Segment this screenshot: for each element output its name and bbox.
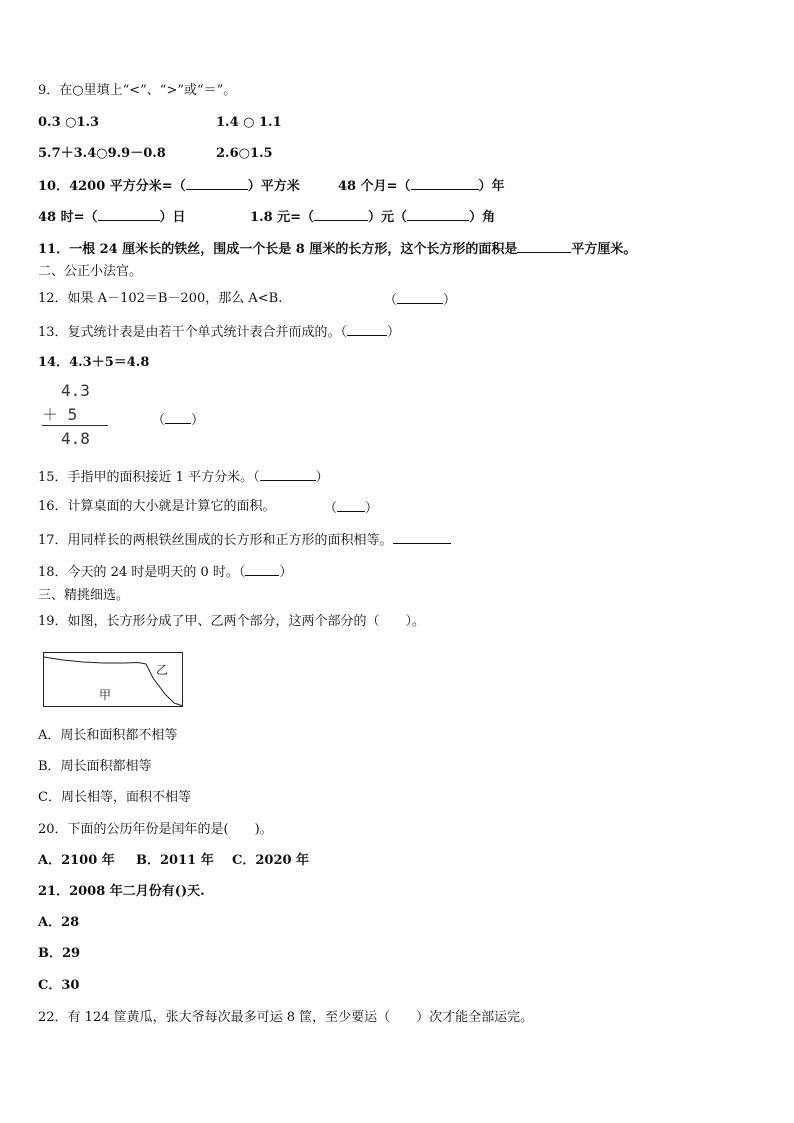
q9-title: 9．在○里填上“<”、“>”或“＝”。 — [38, 83, 237, 98]
q15-text: 15．手指甲的面积接近 1 平方分米。（ — [38, 470, 260, 485]
q16-answer — [324, 499, 378, 517]
q9-item-b: 1.4 ○ 1.1 — [216, 115, 282, 130]
paren-close: ） — [443, 293, 457, 308]
q10-text: 10．4200 平方分米=（ — [38, 179, 186, 194]
paren-open: （ — [324, 501, 338, 516]
section-3-heading: 三、精挑细选。 — [38, 588, 130, 603]
q10-text: ）日 — [159, 210, 186, 225]
answer-blank[interactable] — [397, 291, 443, 304]
q10-text: 1.8 元=（ — [250, 210, 315, 225]
answer-blank[interactable] — [337, 499, 365, 512]
q19-option-c[interactable]: C．周长相等，面积不相等 — [38, 790, 191, 805]
answer-blank[interactable] — [260, 468, 316, 481]
answer-blank[interactable] — [517, 240, 571, 253]
q17-text: 17．用同样长的两根铁丝围成的长方形和正方形的面积相等。 — [38, 533, 393, 548]
paren-close: ） — [279, 565, 293, 580]
q20-title: 20．下面的公历年份是闰年的是( )。 — [38, 822, 273, 837]
section-2-heading: 二、公正小法官。 — [38, 264, 143, 279]
answer-blank[interactable] — [411, 177, 479, 190]
q10-text: ）元（ — [368, 210, 408, 225]
q14-vertical-line — [42, 425, 108, 426]
answer-blank[interactable] — [98, 208, 160, 221]
q9-item-c: 5.7＋3.4○9.9－0.8 — [38, 146, 166, 161]
q19-title: 19．如图，长方形分成了甲、乙两个部分，这两个部分的（ ）。 — [38, 614, 426, 629]
answer-blank[interactable] — [165, 411, 191, 424]
q14-answer — [152, 411, 204, 429]
paren-open: （ — [384, 293, 398, 308]
q19-option-a[interactable]: A．周长和面积都不相等 — [38, 728, 178, 743]
q21-option-c[interactable]: C．30 — [38, 978, 80, 993]
q18-text: 18．今天的 24 时是明天的 0 时。（ — [38, 565, 246, 580]
answer-blank[interactable] — [245, 563, 279, 576]
figure-label-jia: 甲 — [99, 688, 112, 702]
paren-close: ） — [365, 501, 379, 516]
figure-label-yi: 乙 — [156, 663, 169, 677]
paren-close: ） — [191, 413, 205, 428]
q10-text: ）年 — [478, 179, 505, 194]
q22-title: 22．有 124 筐黄瓜，张大爷每次最多可运 8 筐，至少要运（ ）次才能全部运完。 — [38, 1010, 534, 1025]
answer-blank[interactable] — [347, 323, 387, 336]
q11-text: 11．一根 24 厘米长的铁丝，围成一个长是 8 厘米的长方形，这个长方形的面积是 — [38, 242, 518, 257]
paren-close: ） — [387, 325, 401, 340]
q13-text: 13．复式统计表是由若干个单式统计表合并而成的。（ — [38, 325, 348, 340]
q10-row1-left — [38, 177, 300, 195]
answer-blank[interactable] — [186, 177, 248, 190]
q15 — [38, 468, 329, 486]
q14-vertical-row2: ＋ 5 — [42, 405, 78, 424]
q11 — [38, 240, 636, 258]
answer-blank[interactable] — [393, 531, 451, 544]
q19-option-b[interactable]: B．周长面积都相等 — [38, 759, 152, 774]
q14-title: 14．4.3＋5＝4.8 — [38, 355, 150, 370]
q10-row2-left — [38, 208, 186, 226]
q10-text: ）平方米 — [247, 179, 300, 194]
paren-open: （ — [152, 413, 166, 428]
q21-title: 21．2008 年二月份有()天. — [38, 884, 205, 899]
q11-text: 平方厘米。 — [571, 242, 637, 257]
q14-vertical-row3: 4.8 — [61, 429, 90, 448]
q13 — [38, 323, 400, 341]
q12-answer — [384, 291, 456, 309]
q20-option-b[interactable]: B．2011 年 — [136, 853, 214, 868]
q17 — [38, 531, 451, 549]
q20-option-c[interactable]: C．2020 年 — [232, 853, 310, 868]
q10-row1-right — [338, 177, 505, 195]
answer-blank[interactable] — [407, 208, 469, 221]
q10-text: 48 个月=（ — [338, 179, 411, 194]
answer-blank[interactable] — [314, 208, 368, 221]
rectangle-figure — [43, 652, 185, 708]
q14-vertical-row1: 4.3 — [61, 381, 90, 400]
q12: 12．如果 A－102＝B－200，那么 A<B. — [38, 291, 283, 306]
q10-row2-right — [250, 208, 495, 226]
q9-item-d: 2.6○1.5 — [216, 146, 273, 161]
q10-text: ）角 — [469, 210, 496, 225]
q18 — [38, 563, 292, 581]
q9-item-a: 0.3 ○1.3 — [38, 115, 100, 130]
paren-close: ） — [315, 470, 329, 485]
q21-option-b[interactable]: B．29 — [38, 946, 81, 961]
q21-option-a[interactable]: A．28 — [38, 915, 80, 930]
q10-text: 48 时=（ — [38, 210, 98, 225]
q16: 16．计算桌面的大小就是计算它的面积。 — [38, 499, 276, 514]
q20-option-a[interactable]: A．2100 年 — [38, 853, 115, 868]
